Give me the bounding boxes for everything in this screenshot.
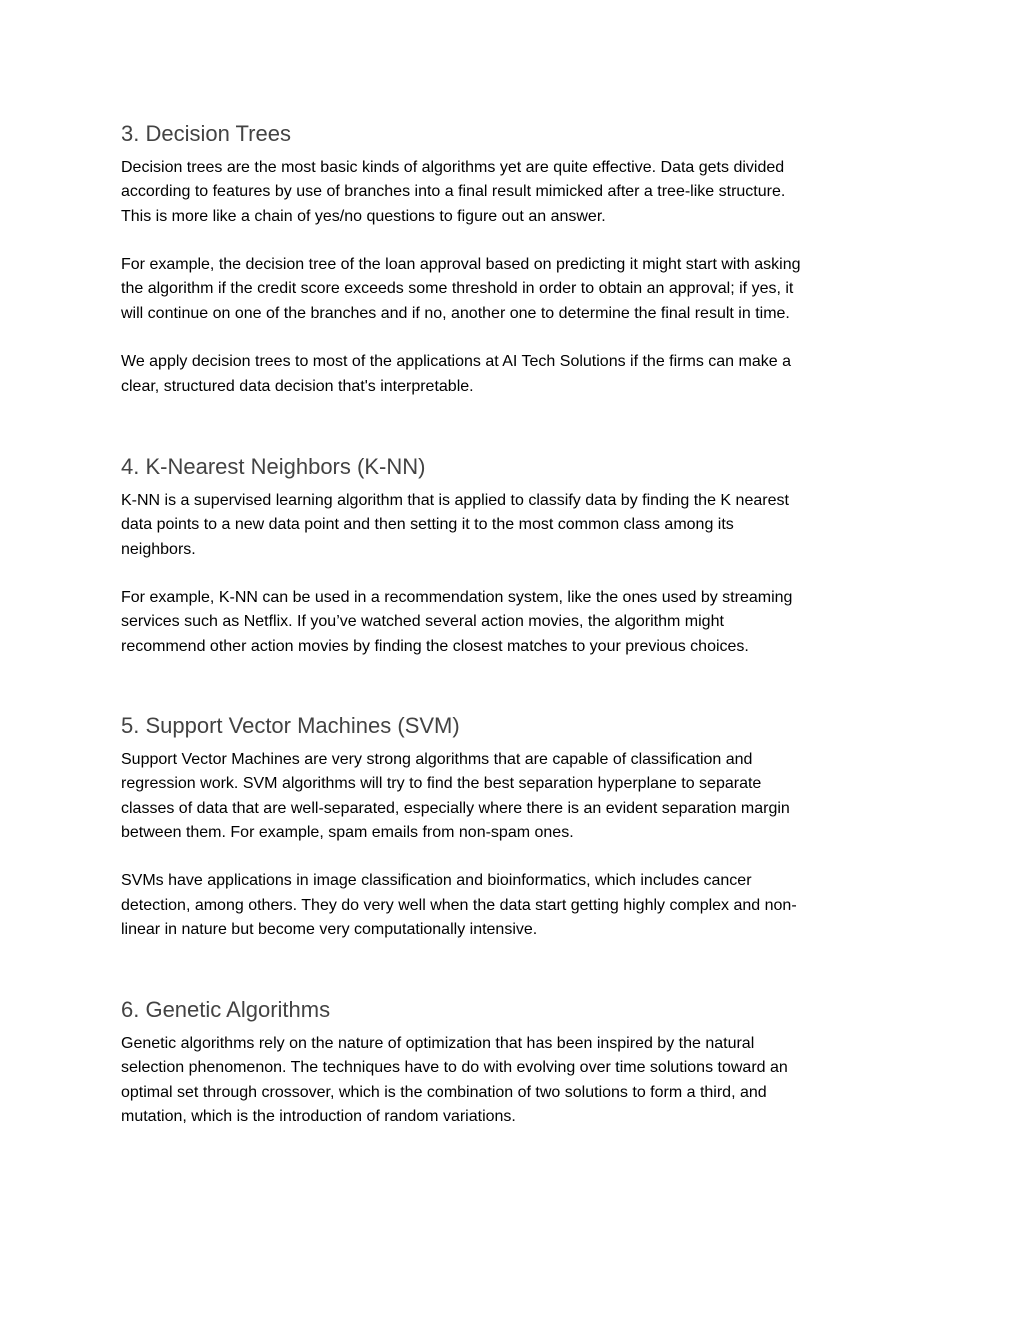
- text-line: This is more like a chain of yes/no questions to figure out an answer.: [121, 207, 606, 225]
- text-line: K-NN is a supervised learning algorithm that is applied to classify data by finding the K nearest: [121, 492, 789, 509]
- section-heading: 6. Genetic Algorithms: [121, 997, 331, 1022]
- paragraph: [121, 869, 921, 942]
- section-genetic-algorithms: [121, 996, 921, 1129]
- text-line: mutation, which is the introduction of random variations.: [121, 1107, 516, 1125]
- text-line: SVMs have applications in image classification and bioinformatics, which includes cancer: [121, 872, 752, 890]
- text-line: the algorithm if the credit score exceeds some threshold in order to obtain an approval; if yes, it: [121, 280, 794, 298]
- text-line: selection phenomenon. The techniques have to do with evolving over time solutions toward an: [121, 1059, 788, 1077]
- text-line: For example, K-NN can be used in a recommendation system, like the ones used by streaming: [121, 589, 793, 607]
- text-line: Support Vector Machines are very strong algorithms that are capable of classification and: [121, 751, 753, 768]
- text-line: optimal set through crossover, which is the combination of two solutions to form a third, and: [121, 1083, 767, 1101]
- text-line: will continue on one of the branches and if no, another one to determine the final result in time.: [121, 304, 790, 322]
- paragraph: [121, 489, 921, 562]
- text-line: regression work. SVM algorithms will try to find the best separation hyperplane to separate: [121, 775, 762, 793]
- text-line: We apply decision trees to most of the applications at AI Tech Solutions if the firms can make a: [121, 353, 791, 371]
- section-heading: 3. Decision Trees: [121, 121, 291, 146]
- text-line: services such as Netflix. If you’ve watched several action movies, the algorithm might: [121, 613, 724, 631]
- paragraph: [121, 1032, 921, 1129]
- text-line: For example, the decision tree of the loan approval based on predicting it might start with asking: [121, 256, 801, 274]
- paragraph: [121, 350, 921, 399]
- paragraph: [121, 586, 921, 659]
- text-line: clear, structured data decision that's interpretable.: [121, 377, 474, 395]
- text-line: neighbors.: [121, 540, 196, 558]
- section-support-vector-machines: [121, 712, 921, 942]
- section-decision-trees: [121, 120, 921, 399]
- text-line: between them. For example, spam emails from non-spam ones.: [121, 823, 574, 841]
- text-line: data points to a new data point and then setting it to the most common class among its: [121, 516, 734, 534]
- text-line: Genetic algorithms rely on the nature of optimization that has been inspired by the natural: [121, 1035, 755, 1052]
- text-line: recommend other action movies by finding the closest matches to your previous choices.: [121, 637, 749, 655]
- section-k-nearest-neighbors: [121, 453, 921, 659]
- text-line: classes of data that are well-separated, especially where there is an evident separation margin: [121, 799, 790, 817]
- paragraph: [121, 156, 921, 229]
- text-line: linear in nature but become very computationally intensive.: [121, 921, 538, 939]
- text-line: Decision trees are the most basic kinds of algorithms yet are quite effective. Data gets divided: [121, 159, 785, 176]
- paragraph: [121, 748, 921, 845]
- text-line: according to features by use of branches into a final result mimicked after a tree-like structure.: [121, 183, 786, 201]
- text-line: detection, among others. They do very well when the data start getting highly complex and non-: [121, 896, 797, 914]
- paragraph: [121, 253, 921, 326]
- section-heading: 5. Support Vector Machines (SVM): [121, 713, 460, 738]
- section-heading: 4. K-Nearest Neighbors (K-NN): [121, 454, 426, 479]
